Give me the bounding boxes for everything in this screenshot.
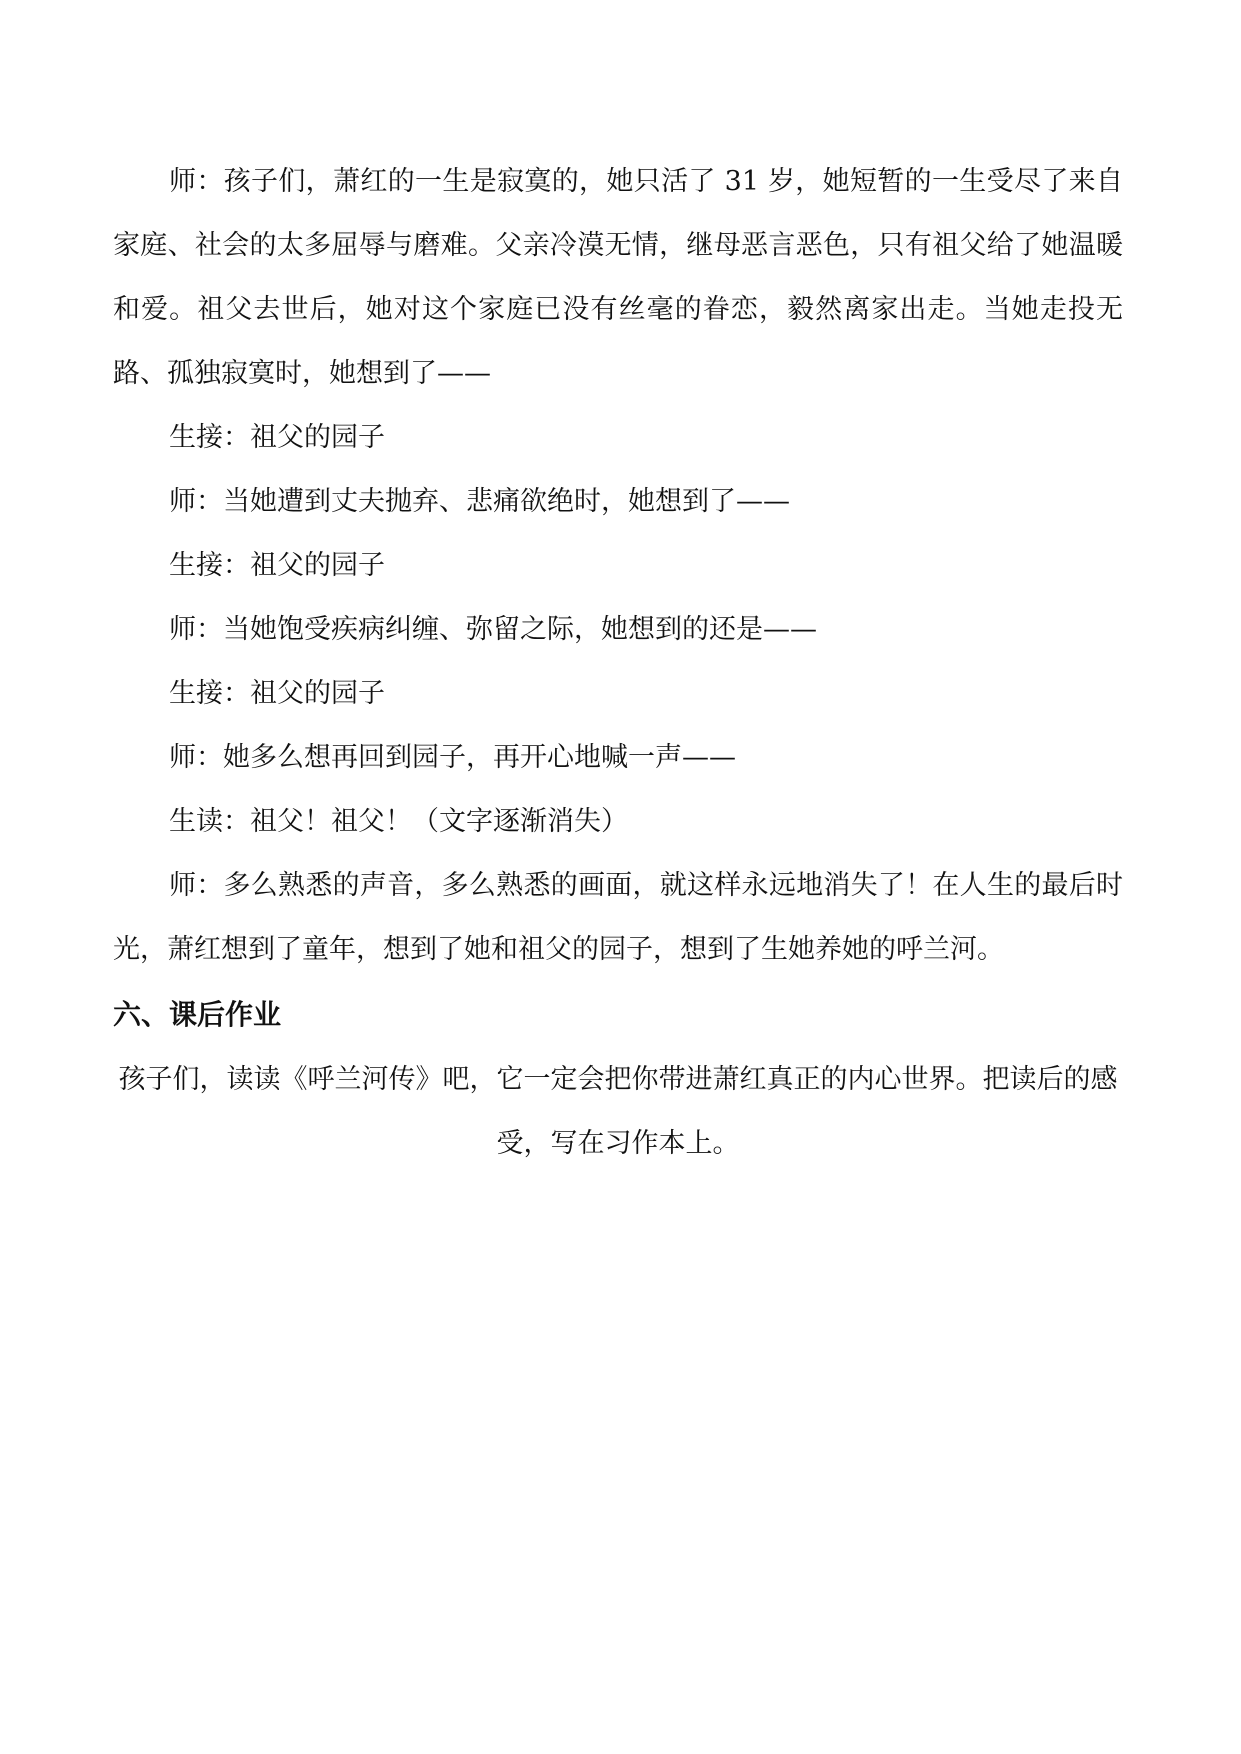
student-reply-1: 生接：祖父的园子 — [169, 422, 385, 453]
teacher-paragraph-intro: 师：孩子们，萧红的一生是寂寞的，她只活了 31 岁，她短暂的一生受尽了来自家庭、社会的太多屈辱与磨难。父亲冷漠无情，继母恶言恶色，只有祖父给了她温暖和爱。祖父去世后，她对这个家庭已没有丝毫的眷恋，毅然离家出走。当她走投无路、孤独寂寞时，她想到了—— — [113, 166, 1123, 389]
teacher-line-4: 师：她多么想再回到园子，再开心地喊一声—— — [169, 742, 736, 773]
student-reading: 生读：祖父！祖父！（文字逐渐消失） — [169, 806, 628, 837]
teacher-closing: 师：多么熟悉的声音，多么熟悉的画面，就这样永远地消失了！在人生的最后时光，萧红想到了童年，想到了她和祖父的园子，想到了生她养她的呼兰河。 — [113, 870, 1123, 965]
teacher-line-3: 师：当她饱受疾病纠缠、弥留之际，她想到的还是—— — [169, 614, 817, 645]
student-reply-2: 生接：祖父的园子 — [169, 550, 385, 581]
document-page — [113, 150, 1123, 1176]
teacher-line-2: 师：当她遭到丈夫抛弃、悲痛欲绝时，她想到了—— — [169, 486, 790, 517]
student-reply-3: 生接：祖父的园子 — [169, 678, 385, 709]
section-heading-homework: 六、课后作业 — [113, 998, 282, 1031]
homework-text: 孩子们，读读《呼兰河传》吧，它一定会把你带进萧红真正的内心世界。把读后的感受，写在习作本上。 — [118, 1064, 1118, 1159]
